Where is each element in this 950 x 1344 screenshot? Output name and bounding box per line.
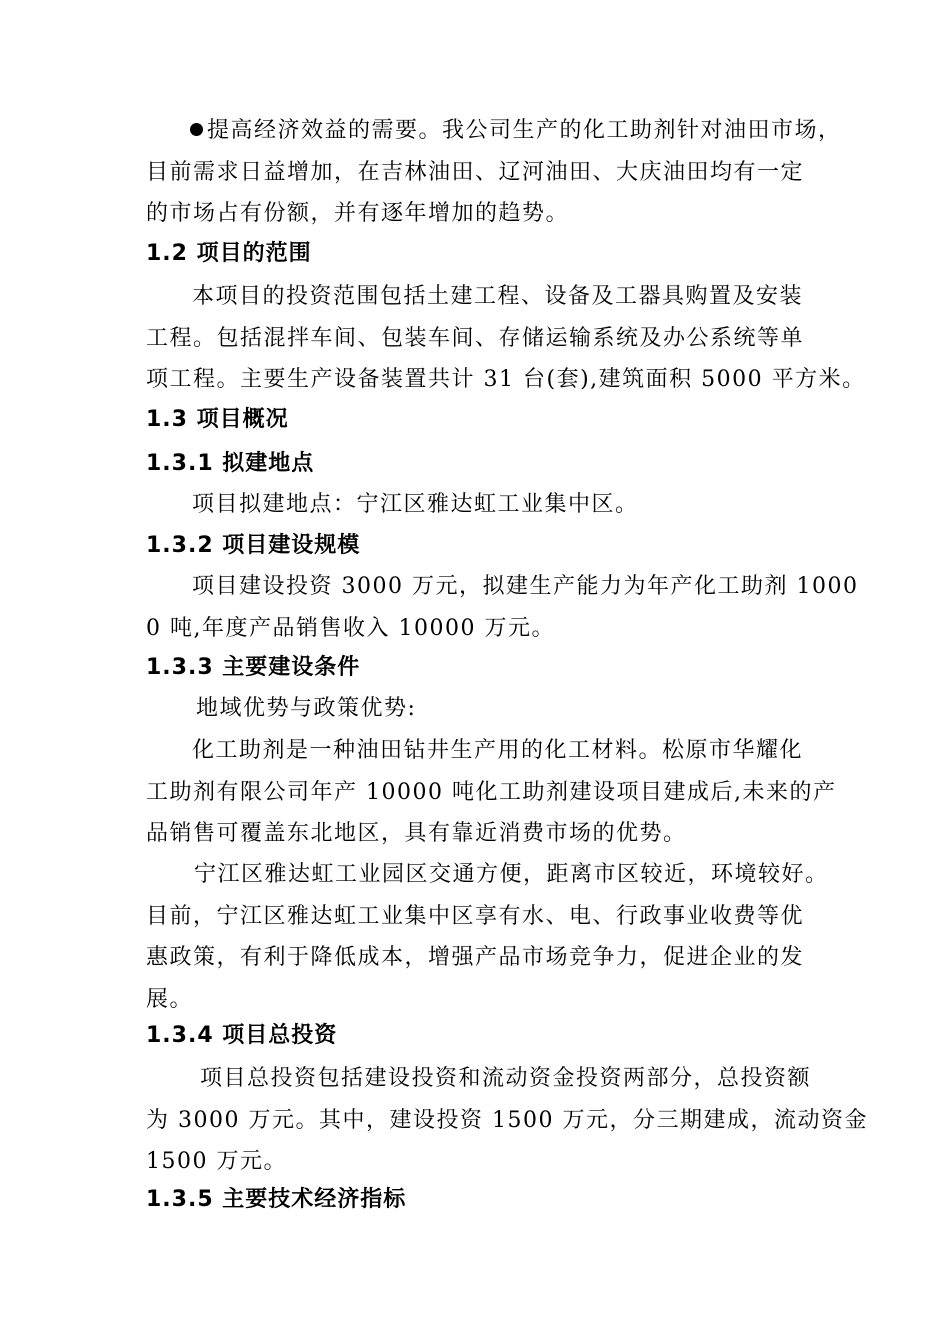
section-heading-1-3-1: 1.3.1 拟建地点 (146, 451, 315, 476)
paragraph-line: 项目建设投资 3000 万元，拟建生产能力为年产化工助剂 1000 (192, 574, 859, 599)
paragraph-line: 地域优势与政策优势: (196, 696, 417, 721)
paragraph-project-scope (146, 276, 866, 401)
paragraph-conditions-title (146, 688, 846, 730)
paragraph-line: 化工助剂是一种油田钻井生产用的化工材料。松原市华耀化 (192, 738, 804, 763)
paragraph-line: 0 吨,年度产品销售收入 10000 万元。 (146, 615, 555, 641)
section-heading-1-3-4: 1.3.4 项目总投资 (146, 1023, 338, 1048)
paragraph-economic-benefit (146, 110, 846, 235)
paragraph-line: 提高经济效益的需要。我公司生产的化工助剂针对油田市场， (146, 110, 846, 152)
paragraph-line: 1500 万元。 (146, 1149, 287, 1174)
paragraph-conditions-location (146, 854, 846, 1020)
paragraph-line: 项目拟建地点：宁江区雅达虹工业集中区。 (192, 492, 639, 517)
paragraph-line: 本项目的投资范围包括土建工程、设备及工器具购置及安装 (192, 284, 804, 309)
section-heading-1-3-5: 1.3.5 主要技术经济指标 (146, 1187, 407, 1212)
paragraph-scale (146, 566, 859, 649)
paragraph-line: 项工程。主要生产设备装置共计 31 台(套),建筑面积 5000 平方米。 (146, 367, 866, 392)
paragraph-line: 惠政策，有利于降低成本，增强产品市场竞争力，促进企业的发 (146, 945, 805, 970)
paragraph-line: 工程。包括混拌车间、包装车间、存储运输系统及办公系统等单 (146, 325, 805, 351)
paragraph-line: 品销售可覆盖东北地区，具有靠近消费市场的优势。 (146, 821, 687, 846)
paragraph-total-investment (146, 1058, 868, 1183)
paragraph-line: 目前，宁江区雅达虹工业集中区享有水、电、行政事业收费等优 (146, 903, 805, 929)
section-heading-1-3-2: 1.3.2 项目建设规模 (146, 533, 361, 558)
bullet-icon (190, 123, 203, 136)
paragraph-line: 展。 (146, 986, 194, 1012)
paragraph-line: 为 3000 万元。其中，建设投资 1500 万元，分三期建成，流动资金 (146, 1107, 868, 1133)
section-heading-1-3-3: 1.3.3 主要建设条件 (146, 655, 361, 680)
section-heading-1-2: 1.2 项目的范围 (146, 241, 312, 266)
paragraph-line: 的市场占有份额，并有逐年增加的趋势。 (146, 201, 570, 226)
paragraph-line: 工助剂有限公司年产 10000 吨化工助剂建设项目建成后,未来的产 (146, 779, 837, 805)
paragraph-line: 宁江区雅达虹工业园区交通方便，距离市区较近，环境较好。 (194, 862, 829, 887)
paragraph-site (146, 484, 846, 526)
section-heading-1-3: 1.3 项目概况 (146, 407, 289, 432)
paragraph-line: 目前需求日益增加，在吉林油田、辽河油田、大庆油田均有一定 (146, 159, 805, 185)
paragraph-conditions-market (146, 730, 846, 855)
paragraph-line: 项目总投资包括建设投资和流动资金投资两部分，总投资额 (200, 1066, 812, 1091)
